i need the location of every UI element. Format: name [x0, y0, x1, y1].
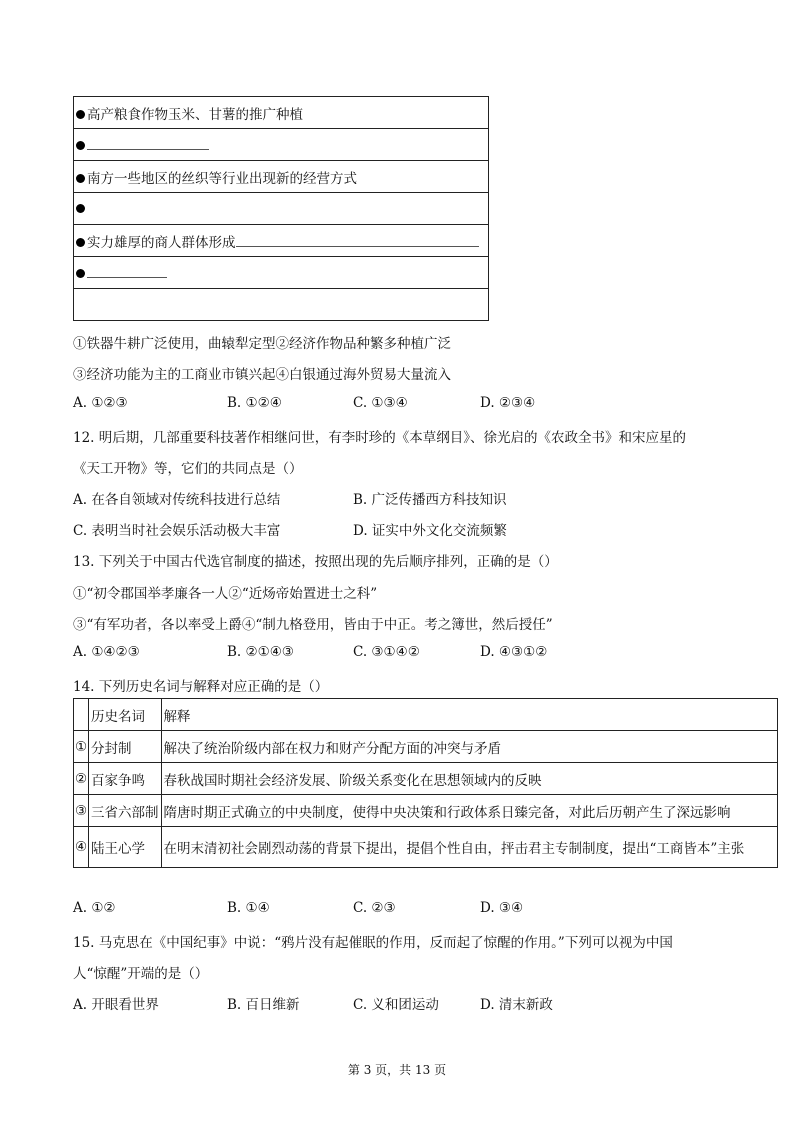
table-row [74, 795, 778, 827]
bullet-icon [76, 141, 85, 150]
q14-option-b[interactable]: B. ①④ [227, 900, 270, 916]
header-cell-desc: 解释 [161, 699, 778, 731]
table-row [74, 193, 489, 225]
q13-stem-line-3: ③“有军功者，各以率受上爵④“制九格登用，皆由于中正。考之簿世，然后授任” [73, 617, 553, 633]
page-footer: 第 3 页，共 13 页 [347, 1063, 447, 1077]
table-header-row [74, 699, 778, 731]
q11-statement-2: ③经济功能为主的工商业市镇兴起④白银通过海外贸易大量流入 [73, 367, 451, 383]
q13-stem-line-1: 13. 下列关于中国古代选官制度的描述，按照出现的先后顺序排列，正确的是（） [73, 554, 558, 570]
table-row [74, 827, 778, 868]
q12-stem-line-1: 12. 明后期，几部重要科技著作相继问世，有李时珍的《本草纲目》、徐光启的《农政全书》和宋应星的 [73, 430, 687, 446]
table-cell: 高产粮食作物玉米、甘薯的推广种植 [87, 106, 303, 123]
row-number: ③ [74, 795, 89, 827]
table-cell: 南方一些地区的丝织等行业出现新的经营方式 [87, 170, 357, 187]
q11-statement-1: ①铁器牛耕广泛使用，曲辕犁定型②经济作物品种繁多种植广泛 [73, 336, 451, 352]
q15-option-d[interactable]: D. 清末新政 [480, 997, 553, 1013]
q14-option-c[interactable]: C. ②③ [353, 900, 396, 916]
q13-option-a[interactable]: A. ①④②③ [73, 644, 140, 660]
table-row [74, 763, 778, 795]
q12-option-d[interactable]: D. 证实中外文化交流频繁 [353, 523, 507, 539]
q15-stem-line-2: 人“惊醒”开端的是（） [73, 966, 209, 982]
q15-stem-line-1: 15. 马克思在《中国纪事》中说：“鸦片没有起催眠的作用，反而起了惊醒的作用。”下列可以视为中国 [73, 935, 673, 951]
q12-option-a[interactable]: A. 在各自领域对传统科技进行总结 [73, 492, 281, 508]
q15-option-b[interactable]: B. 百日维新 [227, 997, 300, 1013]
row-number: ① [74, 731, 89, 763]
header-cell-num [74, 699, 89, 731]
row-number: ④ [74, 827, 89, 868]
desc-cell: 春秋战国时期社会经济发展、阶级关系变化在思想领域内的反映 [161, 763, 778, 795]
table-row [74, 225, 489, 257]
table-row [74, 129, 489, 161]
table-row [74, 731, 778, 763]
q12-option-b[interactable]: B. 广泛传播西方科技知识 [353, 492, 507, 508]
bullet-icon [76, 269, 85, 278]
fill-blank [87, 136, 209, 150]
term-cell: 陆王心学 [89, 827, 162, 868]
table-row [74, 257, 489, 289]
q11-option-a[interactable]: A. ①②③ [73, 395, 128, 411]
fill-blank [87, 264, 167, 278]
terms-table [73, 698, 778, 868]
fill-blank [236, 233, 479, 247]
bullet-icon [76, 110, 85, 119]
q14-option-d[interactable]: D. ③④ [480, 900, 524, 916]
bullet-icon [76, 238, 85, 247]
table-row [74, 289, 489, 321]
desc-cell: 在明末清初社会剧烈动荡的背景下提出，提倡个性自由，抨击君主专制制度，提出“工商皆本”主张 [161, 827, 778, 868]
table-row [74, 97, 489, 129]
desc-cell: 解决了统治阶级内部在权力和财产分配方面的冲突与矛盾 [161, 731, 778, 763]
q13-option-b[interactable]: B. ②①④③ [227, 644, 294, 660]
row-number: ② [74, 763, 89, 795]
bullet-icon [76, 204, 85, 213]
q12-option-c[interactable]: C. 表明当时社会娱乐活动极大丰富 [73, 523, 281, 539]
q13-stem-line-2: ①“初令郡国举孝廉各一人②“近炀帝始置进士之科” [73, 586, 378, 602]
q11-option-b[interactable]: B. ①②④ [227, 395, 282, 411]
term-cell: 分封制 [89, 731, 162, 763]
table-row [74, 161, 489, 193]
q11-option-d[interactable]: D. ②③④ [480, 395, 536, 411]
q14-stem: 14. 下列历史名词与解释对应正确的是（） [73, 679, 329, 695]
table-cell: 实力雄厚的商人群体形成 [87, 234, 236, 251]
q13-option-c[interactable]: C. ③①④② [353, 644, 420, 660]
desc-cell: 隋唐时期正式确立的中央制度，使得中央决策和行政体系日臻完备，对此后历朝产生了深远影响 [161, 795, 778, 827]
header-cell-term: 历史名词 [89, 699, 162, 731]
q14-option-a[interactable]: A. ①② [73, 900, 116, 916]
q15-option-c[interactable]: C. 义和团运动 [353, 997, 439, 1013]
q11-option-c[interactable]: C. ①③④ [353, 395, 408, 411]
events-table [73, 96, 489, 321]
bullet-icon [76, 174, 85, 183]
q13-option-d[interactable]: D. ④③①② [480, 644, 548, 660]
q15-option-a[interactable]: A. 开眼看世界 [73, 997, 159, 1013]
q12-stem-line-2: 《天工开物》等，它们的共同点是（） [73, 461, 303, 477]
term-cell: 百家争鸣 [89, 763, 162, 795]
term-cell: 三省六部制 [89, 795, 162, 827]
